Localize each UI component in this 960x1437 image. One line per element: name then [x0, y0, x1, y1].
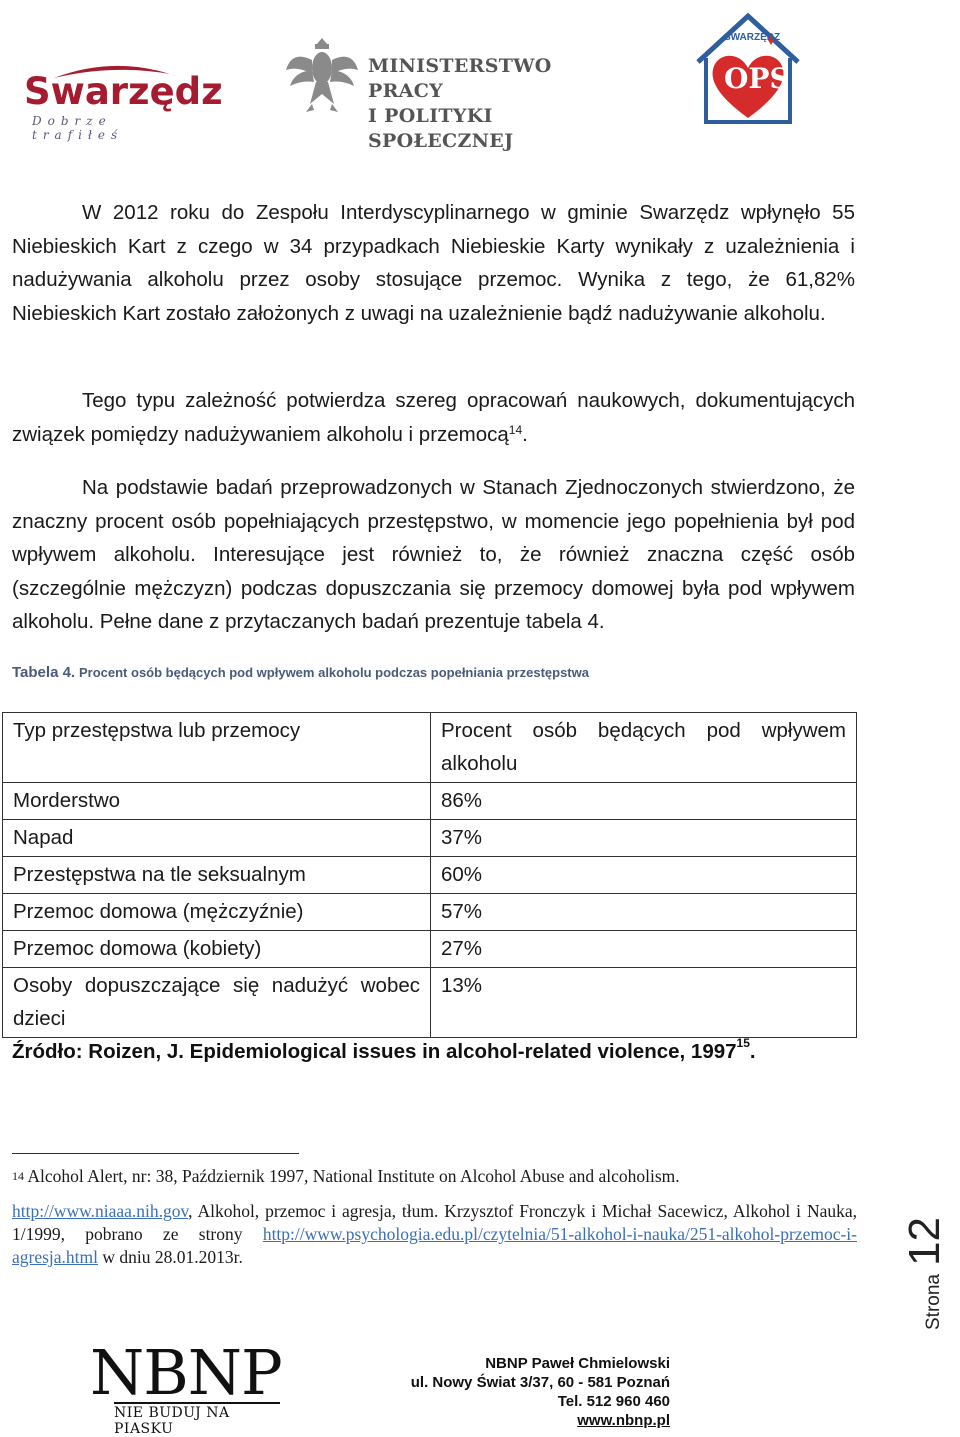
company-website-link[interactable]: www.nbnp.pl	[577, 1412, 670, 1429]
crime-type-cell: Morderstwo	[3, 783, 431, 820]
company-address: ul. Nowy Świat 3/37, 60 - 581 Poznań	[410, 1374, 670, 1391]
ministry-name: MINISTERSTWO PRACY I POLITYKI SPOŁECZNEJ	[368, 55, 552, 152]
psychologia-link[interactable]: http://www.psychologia.edu.pl/czytelnia/51-alkohol-i-nauka/251-alkohol-przemoc-i-agresja.html	[12, 1224, 857, 1267]
paragraph-3: Na podstawie badań przeprowadzonych w Stanach Zjednoczonych stwierdzono, że znaczny procent osób popełniających przestępstwo, w momencie jego popełnienia był pod wpływem alkoholu. Interesujące jest również to, że również znaczna część osób (szczególnie mężczyzn) podczas dopuszczania się przemocy domowej była pod wpływem alkoholu. Pełne dane z przytaczanych badań prezentuje tabela 4.	[12, 476, 855, 633]
paragraph-2: Tego typu zależność potwierdza szereg opracowań naukowych, dokumentujących związek pomiędzy nadużywaniem alkoholu i przemocą$^{14}$.	[12, 389, 855, 446]
crime-type-cell: Napad	[3, 820, 431, 857]
footnote-15: http://www.niaaa.nih.gov, Alkohol, przemoc i agresja, tłum. Krzysztof Fronczyk i Michał Sacewicz, Alkohol i Nauka, 1/1999, pobrano ze strony http://www.psychologia.edu.pl/czytelnia/51-alkohol-i-nauka/251-alkohol-przemoc-i-agresja.html w dniu 28.01.2013r.	[12, 1201, 857, 1267]
footnote-separator	[12, 1153, 299, 1154]
table-row	[3, 968, 857, 1038]
crime-type-cell: Przestępstwa na tle seksualnym	[3, 857, 431, 894]
ministry-logo	[282, 30, 592, 152]
niaaa-link[interactable]: http://www.niaaa.nih.gov	[12, 1201, 189, 1221]
table-row	[3, 931, 857, 968]
header-crime-type: Typ przestępstwa lub przemocy	[3, 713, 431, 783]
percent-cell: 86%	[431, 783, 857, 820]
swarzedz-wordmark: Swarzędz	[24, 70, 223, 113]
footnote-14: $^{14}$ Alcohol Alert, nr: 38, Październik 1997, National Institute on Alcohol Abuse and alcoholism.	[12, 1166, 680, 1186]
table-caption: Tabela 4. Procent osób będących pod wpływem alkoholu podczas popełniania przestępstwa	[12, 664, 589, 681]
percent-cell: 57%	[431, 894, 857, 931]
percent-cell: 27%	[431, 931, 857, 968]
company-name: NBNP Paweł Chmielowski	[485, 1355, 670, 1372]
table-row	[3, 894, 857, 931]
swarzedz-tagline: Dobrze trafiłeś	[32, 114, 124, 142]
table-row	[3, 783, 857, 820]
header-percent: Procent osób będących pod wpływem alkoholu	[431, 713, 857, 783]
company-phone: Tel. 512 960 460	[557, 1393, 670, 1410]
table-row	[3, 820, 857, 857]
swarzedz-logo	[22, 62, 223, 142]
crime-type-cell: Przemoc domowa (kobiety)	[3, 931, 431, 968]
ops-town: SWARZĘDZ	[724, 32, 781, 43]
percent-cell: 13%	[431, 968, 857, 1038]
ops-logo	[692, 10, 804, 126]
crime-type-cell: Przemoc domowa (mężczyźnie)	[3, 894, 431, 931]
eagle-emblem-icon	[282, 30, 362, 120]
percent-cell: 37%	[431, 820, 857, 857]
alcohol-crime-table	[2, 712, 857, 1038]
paragraph-1: W 2012 roku do Zespołu Interdyscyplinarnego w gminie Swarzędz wpłynęło 55 Niebieskich Kart z czego w 34 przypadkach Niebieskie Karty wynikały z uzależnienia i nadużywania alkoholu przez osoby stosujące przemoc. Wynika z tego, że 61,82% Niebieskich Kart zostało założonych z uwagi na uzależnienie bądź nadużywanie alkoholu.	[12, 201, 855, 325]
nbnp-logo: NBNP NIE BUDUJ NA PIASKU	[90, 1336, 282, 1437]
table-row	[3, 857, 857, 894]
table-header-row	[3, 713, 857, 783]
contact-block	[411, 1354, 670, 1430]
table-source: Źródło: Roizen, J. Epidemiological issues in alcohol-related violence, 1997$^{15}$.	[12, 1036, 756, 1063]
ops-letters: OPS	[724, 62, 790, 95]
footnote-ref-14: 14	[508, 422, 523, 437]
percent-cell: 60%	[431, 857, 857, 894]
footnote-ref-15: 15	[736, 1036, 750, 1050]
page-number: Strona12	[900, 1217, 949, 1330]
crime-type-cell: Osoby dopuszczające się nadużyć wobec dzieci	[3, 968, 431, 1038]
